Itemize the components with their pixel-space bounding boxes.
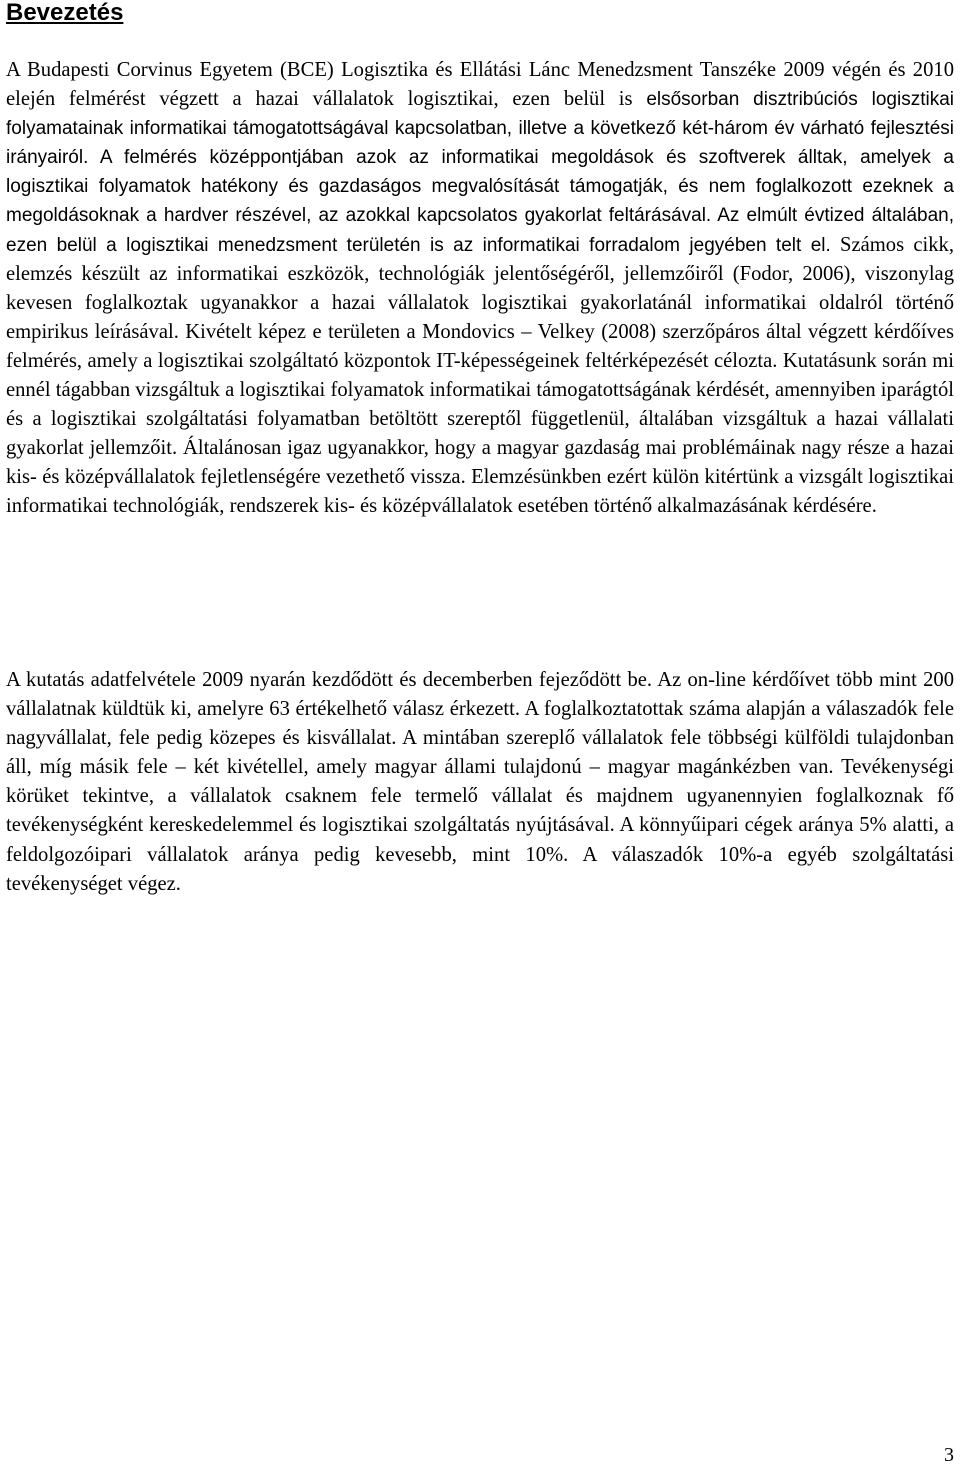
paragraph-text-segment: A kutatás adatfelvétele 2009 nyarán kezdődött és decemberben fejeződött be. Az on-line kérdőívet több mint 200 vállalatnak küldtük ki, amelyre 63 értékelhető válasz érkezett. A foglalkoztatottak száma alapján a válaszadók fele nagyvállalat, fele pedig közepes és kisvállalat. A mintában szereplő vállalatok fele többségi külföldi tulajdonban áll, míg másik fele – két kivétellel, amely magyar állami tulajdonú – magyar magánkézben van. Tevékenységi körüket tekintve, a vállalatok csaknem fele termelő vállalat és majdnem ugyanennyien foglalkoznak fő tevékenységként kereskedelemmel és logisztikai szolgáltatás nyújtásával. A könnyűipari cégek aránya 5% alatti, a feldolgozóipari vállalatok aránya pedig kevesebb, mint 10%. A válaszadók 10%-a egyéb szolgáltatási tevékenységet végez. [6, 669, 954, 895]
paragraph-intro [6, 56, 954, 522]
paragraph-text-segment: Számos cikk, elemzés készült az informatikai eszközök, technológiák jelentőségéről, jellemzőiről (Fodor, 2006), viszonylag kevesen foglalkoztak ugyanakkor a hazai vállalatok logisztikai gyakorlatánál informatikai oldalról történő empirikus leírásával. Kivételt képez e területen a Mondovics – Velkey (2008) szerzőpáros által végzett kérdőíves felmérés, amely a logisztikai szolgáltató központok IT-képességeinek feltérképezését célozta. Kutatásunk során mi ennél tágabban vizsgáltuk a logisztikai folyamatok informatikai támogatottságának kérdését, amennyiben iparágtól és a logisztikai szolgáltatási folyamatban betöltött szereptől függetlenül, általában vizsgáltuk a hazai vállalati gyakorlat jellemzőit. Általánosan igaz ugyanakkor, hogy a magyar gazdaság mai problémáinak nagy része a hazai kis- és középvállalatok fejletlenségére vezethető vissza. Elemzésünkben ezért külön kitértünk a vizsgált logisztikai informatikai technológiák, rendszerek kis- és középvállalatok esetében történő alkalmazásának kérdésére. [6, 233, 954, 518]
page-number: 3 [944, 1444, 954, 1466]
paragraph-text-segment-sans: elsősorban disztribúciós logisztikai folyamatainak informatikai támogatottságával kapcsolatban, illetve a következő két-három év várható fejlesztési irányairól. A felmérés középpontjában azok az informatikai megoldások és szoftverek álltak, amelyek a logisztikai folyamatok hatékony és gazdaságos megvalósítását támogatják, és nem foglalkozott ezeknek a megoldásoknak a hardver részével, az azokkal kapcsolatos gyakorlat feltárásával. Az elmúlt évtized általában, ezen belül a logisztikai menedzsment területén is az informatikai forradalom jegyében telt el. [6, 89, 954, 256]
paragraph-text-segment: A Budapesti Corvinus Egyetem (BCE) Logisztika és Ellátási Lánc Menedzsment Tanszéke 2009 végén és 2010 elején felmérést végzett a hazai vállalatok logisztikai, ezen belül is [6, 59, 954, 111]
section-heading: Bevezetés [6, 0, 124, 26]
paragraph-methodology [6, 666, 954, 899]
